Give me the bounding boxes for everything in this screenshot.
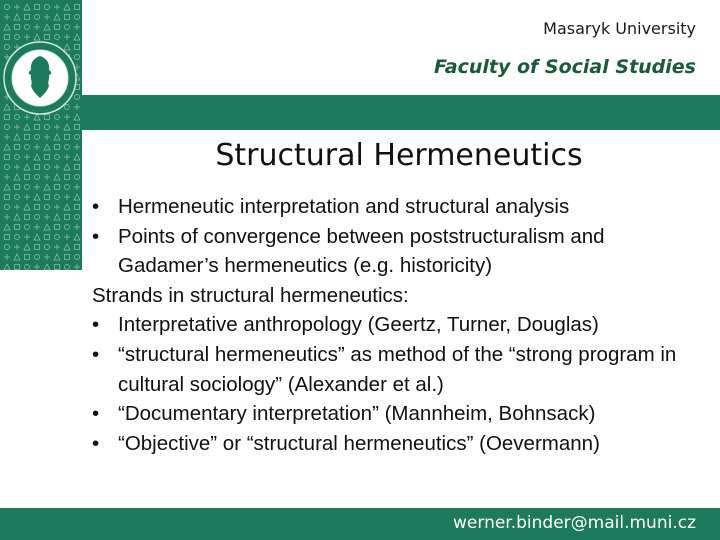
pattern-glyph: [65, 265, 70, 270]
pattern-glyph: [75, 255, 80, 260]
pattern-glyph: [4, 144, 10, 150]
pattern-glyph: [55, 225, 60, 230]
pattern-glyph: [25, 25, 30, 30]
pattern-glyph: [54, 164, 60, 170]
pattern-glyph: [25, 255, 30, 260]
pattern-glyph: [34, 144, 40, 150]
pattern-glyph: [5, 205, 10, 210]
pattern-glyph: [25, 15, 30, 20]
pattern-glyph: [45, 165, 50, 170]
bullet-marker: •: [92, 313, 100, 337]
pattern-glyph: [35, 125, 40, 130]
pattern-glyph: [15, 195, 20, 200]
pattern-glyph: [15, 145, 20, 150]
pattern-glyph: [55, 265, 60, 270]
pattern-glyph: [75, 205, 80, 210]
pattern-glyph: [74, 264, 80, 270]
pattern-glyph: [14, 204, 20, 210]
pattern-glyph: [44, 224, 50, 230]
pattern-glyph: [15, 265, 20, 270]
pattern-glyph: [4, 184, 10, 190]
pattern-glyph: [5, 245, 10, 250]
pattern-glyph: [45, 5, 50, 10]
pattern-glyph: [24, 234, 30, 240]
pattern-glyph: [55, 35, 60, 40]
bullet-marker: •: [92, 224, 100, 248]
pattern-glyph: [4, 24, 10, 30]
pattern-glyph: [54, 134, 60, 140]
pattern-glyph: [65, 105, 70, 110]
pattern-glyph: [24, 114, 30, 120]
bullet-text: “Objective” or “structural hermeneutics” (Oevermann): [118, 431, 600, 455]
pattern-glyph: [55, 195, 60, 200]
pattern-glyph: [55, 115, 60, 120]
pattern-glyph: [24, 194, 30, 200]
pattern-glyph: [75, 15, 80, 20]
bullet-text: “structural hermeneutics” as method of the “strong program in cultural sociology” (Alexander et al.): [118, 342, 677, 396]
pattern-glyph: [34, 234, 40, 240]
pattern-glyph: [24, 4, 30, 10]
logo-seal-icon: [0, 0, 82, 270]
pattern-glyph: [15, 35, 20, 40]
pattern-glyph: [64, 34, 70, 40]
plain-text-line: Strands in structural hermeneutics:: [92, 283, 409, 307]
pattern-glyph: [14, 134, 20, 140]
pattern-glyph: [74, 34, 80, 40]
pattern-glyph: [74, 144, 80, 150]
pattern-glyph: [65, 145, 70, 150]
pattern-glyph: [34, 264, 40, 270]
pattern-glyph: [75, 215, 80, 220]
pattern-glyph: [54, 204, 60, 210]
pattern-glyph: [65, 225, 70, 230]
pattern-glyph: [45, 115, 50, 120]
bullet-text: “Documentary interpretation” (Mannheim, Bohnsack): [118, 402, 596, 426]
pattern-glyph: [5, 45, 10, 50]
pattern-glyph: [45, 125, 50, 130]
pattern-glyph: [74, 234, 80, 240]
pattern-glyph: [4, 214, 10, 220]
pattern-glyph: [55, 145, 60, 150]
pattern-glyph: [24, 244, 30, 250]
pattern-glyph: [75, 55, 80, 60]
pattern-glyph: [65, 25, 70, 30]
pattern-glyph: [14, 174, 20, 180]
pattern-glyph: [35, 255, 40, 260]
pattern-glyph: [74, 114, 80, 120]
pattern-glyph: [45, 35, 50, 40]
pattern-glyph: [44, 254, 50, 260]
pattern-glyph: [35, 245, 40, 250]
slide-title: Structural Hermeneutics: [215, 138, 583, 173]
bullet-item: [92, 192, 707, 222]
pattern-glyph: [64, 234, 70, 240]
pattern-glyph: [64, 44, 70, 50]
header-band: [82, 95, 720, 130]
pattern-glyph: [4, 14, 10, 20]
pattern-glyph: [35, 205, 40, 210]
pattern-glyph: [34, 184, 40, 190]
pattern-glyph: [4, 174, 10, 180]
pattern-glyph: [54, 174, 60, 180]
pattern-glyph: [44, 264, 50, 270]
pattern-glyph: [34, 154, 40, 160]
pattern-glyph: [35, 215, 40, 220]
pattern-glyph: [44, 184, 50, 190]
faculty-name: Faculty of Social Studies: [433, 56, 696, 78]
pattern-glyph: [5, 195, 10, 200]
pattern-glyph: [54, 244, 60, 250]
pattern-glyph: [5, 155, 10, 160]
pattern-glyph: [44, 144, 50, 150]
pattern-glyph: [24, 154, 30, 160]
pattern-glyph: [35, 165, 40, 170]
pattern-glyph: [54, 124, 60, 130]
pattern-glyph: [35, 5, 40, 10]
pattern-glyph: [15, 25, 20, 30]
bullet-marker: •: [92, 342, 100, 366]
pattern-glyph: [75, 95, 80, 100]
pattern-glyph: [24, 164, 30, 170]
pattern-glyph: [64, 154, 70, 160]
pattern-glyph: [5, 125, 10, 130]
bullet-item: [92, 222, 707, 281]
pattern-glyph: [74, 194, 80, 200]
pattern-glyph: [54, 4, 60, 10]
pattern-glyph: [54, 254, 60, 260]
pattern-glyph: [4, 254, 10, 260]
pattern-glyph: [45, 245, 50, 250]
pattern-glyph: [65, 215, 70, 220]
pattern-glyph: [4, 134, 10, 140]
pattern-glyph: [14, 254, 20, 260]
pattern-glyph: [45, 235, 50, 240]
pattern-glyph: [45, 195, 50, 200]
pattern-glyph: [14, 14, 20, 20]
pattern-glyph: [75, 175, 80, 180]
pattern-glyph: [14, 214, 20, 220]
pattern-glyph: [14, 124, 20, 130]
slide-content: [92, 192, 707, 458]
pattern-glyph: [44, 134, 50, 140]
pattern-glyph: [55, 185, 60, 190]
pattern-glyph: [5, 5, 10, 10]
pattern-glyph: [14, 244, 20, 250]
pattern-glyph: [35, 15, 40, 20]
pattern-glyph: [5, 165, 10, 170]
pattern-glyph: [65, 255, 70, 260]
pattern-glyph: [4, 104, 10, 110]
pattern-glyph: [15, 155, 20, 160]
pattern-glyph: [75, 165, 80, 170]
pattern-glyph: [25, 265, 30, 270]
pattern-glyph: [65, 135, 70, 140]
bullet-text: Interpretative anthropology (Geertz, Turner, Douglas): [118, 313, 599, 337]
bullet-item: [92, 310, 707, 340]
pattern-glyph: [64, 114, 70, 120]
pattern-glyph: [64, 164, 70, 170]
pattern-glyph: [65, 175, 70, 180]
pattern-glyph: [44, 14, 50, 20]
pattern-glyph: [75, 125, 80, 130]
bullet-marker: •: [92, 195, 100, 218]
pattern-glyph: [24, 204, 30, 210]
pattern-glyph: [74, 24, 80, 30]
pattern-glyph: [24, 34, 30, 40]
pattern-glyph: [34, 34, 40, 40]
pattern-glyph: [34, 224, 40, 230]
pattern-glyph: [4, 224, 10, 230]
university-name: Masaryk University: [543, 19, 696, 38]
bullet-marker: •: [92, 402, 100, 426]
pattern-glyph: [14, 4, 20, 10]
pattern-glyph: [5, 235, 10, 240]
bullet-item: [92, 340, 707, 399]
pattern-glyph: [74, 154, 80, 160]
pattern-glyph: [4, 264, 10, 270]
pattern-glyph: [44, 214, 50, 220]
pattern-glyph: [65, 15, 70, 20]
pattern-glyph: [74, 104, 80, 110]
pattern-glyph: [75, 135, 80, 140]
pattern-glyph: [54, 14, 60, 20]
pattern-glyph: [55, 25, 60, 30]
pattern-glyph: [35, 175, 40, 180]
pattern-glyph: [55, 235, 60, 240]
pattern-glyph: [14, 164, 20, 170]
pattern-glyph: [25, 175, 30, 180]
pattern-glyph: [15, 225, 20, 230]
pattern-glyph: [25, 185, 30, 190]
pattern-glyph: [15, 235, 20, 240]
bullet-text: Hermeneutic interpretation and structural analysis: [118, 195, 570, 218]
pattern-glyph: [75, 5, 80, 10]
pattern-glyph: [44, 174, 50, 180]
bullet-marker: •: [92, 431, 100, 455]
email-address: werner.binder@mail.muni.cz: [453, 513, 696, 533]
pattern-glyph: [34, 194, 40, 200]
pattern-glyph: [15, 185, 20, 190]
pattern-glyph: [65, 185, 70, 190]
pattern-glyph: [44, 24, 50, 30]
pattern-glyph: [25, 135, 30, 140]
pattern-glyph: [54, 214, 60, 220]
bullet-text: Points of convergence between poststructuralism and Gadamer’s hermeneutics (e.g. historicity): [118, 224, 605, 278]
pattern-glyph: [45, 155, 50, 160]
pattern-glyph: [74, 224, 80, 230]
pattern-glyph: [64, 244, 70, 250]
pattern-glyph: [5, 115, 10, 120]
pattern-glyph: [74, 184, 80, 190]
pattern-glyph: [45, 205, 50, 210]
pattern-glyph: [55, 155, 60, 160]
pattern-glyph: [25, 145, 30, 150]
pattern-glyph: [15, 115, 20, 120]
decorative-pattern-strip: [0, 0, 82, 270]
pattern-glyph: [25, 225, 30, 230]
pattern-glyph: [35, 135, 40, 140]
pattern-glyph: [24, 124, 30, 130]
bullet-item: [92, 399, 707, 429]
pattern-glyph: [5, 35, 10, 40]
pattern-glyph: [64, 4, 70, 10]
pattern-glyph: [75, 245, 80, 250]
pattern-glyph: [64, 124, 70, 130]
pattern-glyph: [64, 204, 70, 210]
pattern-glyph: [75, 45, 80, 50]
pattern-glyph: [25, 215, 30, 220]
bullet-item: [92, 429, 707, 459]
pattern-glyph: [64, 194, 70, 200]
pattern-glyph: [34, 114, 40, 120]
pattern-glyph: [34, 24, 40, 30]
